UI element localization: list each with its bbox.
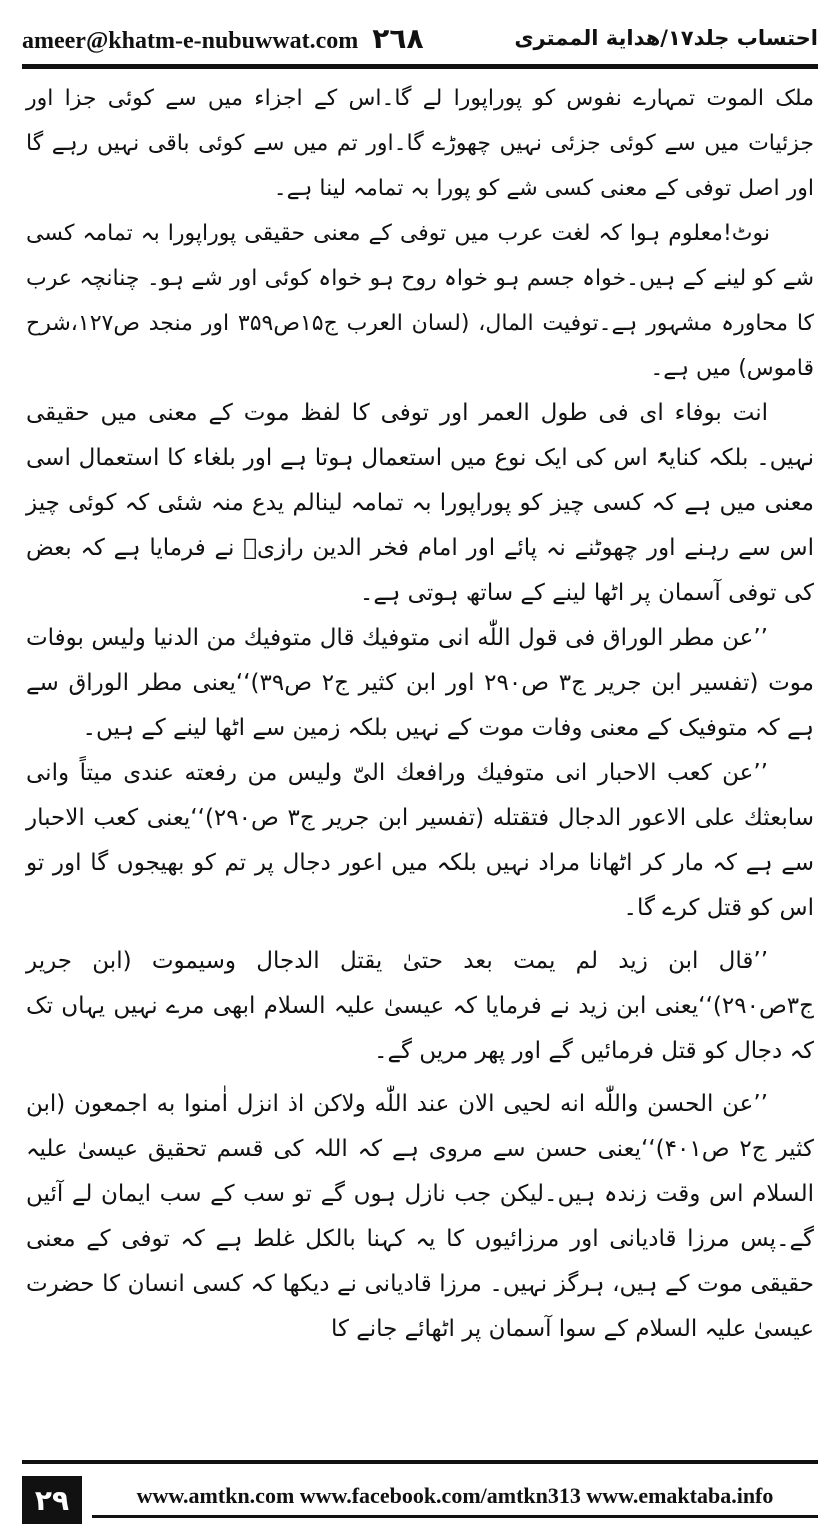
- paragraph-5: ’’عن کعب الاحبار انی متوفيك ورافعك الیّ وليس من رفعته عندی ميتاً وانی سابعثك علی الاعور الدجال فتقتله (تفسیر ابن جریر ج۳ ص۲۹۰)‘‘یعنی کعب الاحبار سے ہے کہ مار کر اٹھانا مراد نہیں بلکہ میں اعور دجال پر تم کو بھیجوں گا اور تو اس کو قتل کرے گا۔: [26, 760, 815, 921]
- header-email: ameer@khatm-e-nubuwwat.com: [22, 27, 359, 54]
- paragraph-1: ملک الموت تمہارے نفوس کو پوراپورا لے گا۔اس کے اجزاء میں سے کوئی جزا اور جزئیات میں سے کوئی جزئی نہیں چھوڑے گا۔اور تم میں سے کوئی باقی نہیں رہے گا اور اصل توفی کے معنی کسی شے کو پورا بہ تمامہ لینا ہے۔: [26, 86, 814, 201]
- body-text: [26, 76, 814, 1446]
- folio-number: ۲۹: [22, 1476, 82, 1524]
- footer-links: www.amtkn.com www.facebook.com/amtkn313 www.emaktaba.info: [92, 1483, 818, 1518]
- header-left: [22, 22, 424, 55]
- paragraph-7: ’’عن الحسن واللّٰه انه لحيی الان عند اللّٰه ولاكن اذ انزل اٰمنوا به اجمعون (ابن کثیر ج۲ ص۴۰۱)‘‘یعنی حسن سے مروی ہے کہ اللہ کی قسم تحقیق عیسیٰ علیہ السلام اس وقت زندہ ہیں۔لیکن جب نازل ہوں گے تو سب کے سب ایمان لے آئیں گے۔پس مرزا قادیانی اور مرزائیوں کا یہ کہنا بالکل غلط ہے کہ توفی کے معنی حقیقی موت کے ہیں، ہرگز نہیں۔ مرزا قادیانی نے دیکھا کہ کسی انسان کا حضرت عیسیٰ علیہ السلام کے سوا آسمان پر اٹھائے جانے کا: [26, 1091, 814, 1342]
- page-header: [22, 18, 818, 58]
- page-number: ۲٦۸: [372, 21, 424, 55]
- book-title: احتساب جلد۱۷/هداية الممترى: [514, 26, 818, 50]
- paragraph-6: ’’قال ابن زيد لم يمت بعد حتیٰ يقتل الدجال وسيموت (ابن جریر ج۳ص۲۹۰)‘‘یعنی ابن زید نے فرمایا کہ عیسیٰ علیہ السلام ابھی مرے نہیں یہاں تک کہ دجال کو قتل فرمائیں گے اور پھر مریں گے۔: [26, 948, 814, 1064]
- paragraph-2: نوٹ!معلوم ہوا کہ لغت عرب میں توفی کے معنی حقیقی پوراپورا بہ تمامہ کسی شے کو لینے کے ہیں۔خواہ جسم ہو خواہ روح ہو خواہ کوئی اور شے ہو۔ چنانچہ عرب کا محاورہ مشہور ہے۔توفیت المال، (لسان العرب ج۱۵ص۳۵۹ اور منجد ص۱۲۷،شرح قاموس) میں ہے۔: [26, 221, 814, 381]
- paragraph-3: انت بوفاء ای فی طول العمر اور توفی کا لفظ موت کے معنی میں حقیقی نہیں۔ بلکہ کنایۃً اس کی ایک نوع میں استعمال ہوتا ہے اور بلغاء کا استعمال اسی معنی میں ہے کہ کسی چیز کو پوراپورا بہ تمامہ لینالم یدع منہ شئی کہ کوئی چیز اس سے رہنے اور چھوٹنے نہ پائے اور امام فخر الدین رازیؒ نے فرمایا ہے کہ بعض کی توفی آسمان پر اٹھا لینے کے ساتھ ہوتی ہے۔: [26, 400, 814, 606]
- header-rule: [22, 64, 818, 69]
- page-footer: [22, 1472, 818, 1528]
- paragraph-4: ’’عن مطر الوراق فی قول اللّٰه انی متوفيك قال متوفيك من الدنيا وليس بوفات موت (تفسیر ابن جریر ج۳ ص۲۹۰ اور ابن کثیر ج۲ ص۳۹)‘‘یعنی مطر الوراق سے ہے کہ متوفیک کے معنی وفات موت کے نہیں بلکہ زمین سے اٹھا لینے کے ہیں۔: [26, 625, 815, 741]
- footer-rule: [22, 1460, 818, 1464]
